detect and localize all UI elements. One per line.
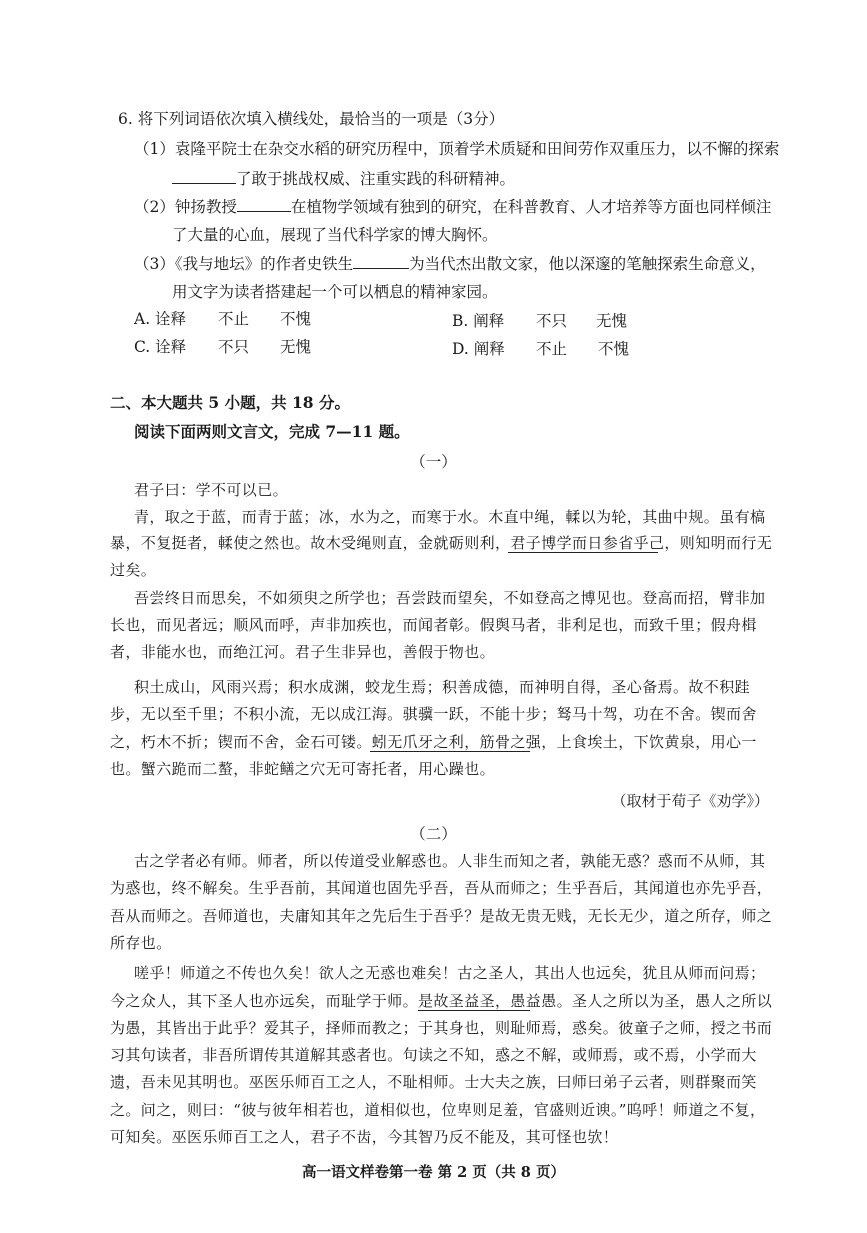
underline-mark	[418, 1010, 530, 1011]
passage2-line: 可知矣。巫医乐师百工之人，君子不齿，今其智乃反不能及，其可怪也欤！	[110, 1128, 619, 1146]
passage1-line: 君子曰：学不可以已。	[134, 481, 289, 499]
answer-blank-2	[237, 197, 291, 212]
passage2-marker: （二）	[410, 825, 457, 843]
passage1-line: 积土成山，风雨兴焉；积水成渊，蛟龙生焉；积善成德，而神明自得，圣心备焉。故不积跬	[134, 678, 751, 696]
option-b[interactable]	[452, 310, 628, 332]
passage2-line: 之。问之，则曰：“彼与彼年相若也，道相似也，位卑则足羞，官盛则近谀。”呜呼！师道之不复，	[110, 1101, 766, 1119]
q6-stem: 6. 将下列词语依次填入横线处，最恰当的一项是（3分）	[118, 110, 505, 128]
passage2-line: 嗟乎！师道之不传也久矣！欲人之无惑也难矣！古之圣人，其出人也远矣，犹且从师而问焉；	[134, 964, 766, 982]
passage1-line: 长也，而见者远；顺风而呼，声非加疾也，而闻者彰。假舆马者，非利足也，而致千里；假舟楫	[110, 616, 757, 634]
passage1-line: 之，朽木不折；锲而不舍，金石可镂。蚓无爪牙之利，筋骨之强，上食埃土，下饮黄泉，用心一	[110, 733, 757, 751]
option-d-label: D. 阐释	[452, 340, 505, 358]
option-a-word3: 不愧	[280, 310, 312, 328]
q6-item2-text-a: （2）钟扬教授	[134, 198, 237, 216]
q6-item3-line1	[134, 253, 766, 275]
option-d-word2: 不止	[536, 340, 568, 358]
passage2-line: 为惑也，终不解矣。生乎吾前，其闻道也固先乎吾，吾从而师之；生乎吾后，其闻道也亦先乎吾，	[110, 879, 773, 897]
answer-blank-1	[172, 169, 236, 184]
passage1-line: 青，取之于蓝，而青于蓝；冰，水为之，而寒于水。木直中绳，輮以为轮，其曲中规。虽有槁	[134, 508, 766, 526]
passage1-line	[110, 532, 772, 554]
passage2-line: 遗，吾未见其明也。巫医乐师百工之人，不耻相师。士大夫之族，曰师曰弟子云者，则群聚而笑	[110, 1073, 757, 1091]
option-c-word2: 不只	[218, 338, 250, 356]
q6-item1-line2	[172, 168, 515, 190]
option-c-word3: 无愧	[280, 338, 312, 356]
passage1-line: 者，非能水也，而绝江河。君子生非异也，善假于物也。	[110, 643, 496, 661]
passage2-line: 吾从而师之。吾师道也，夫庸知其年之先后生于吾乎？是故无贵无贱，无长无少，道之所存，师之	[110, 907, 773, 925]
option-a-label: A. 诠释	[134, 310, 187, 328]
page-footer: 高一语文样卷第一卷 第 2 页（共 8 页）	[302, 1164, 565, 1181]
passage1-marker: （一）	[410, 453, 457, 471]
option-c-label: C. 诠释	[134, 338, 187, 356]
passage1-line: 步，无以至千里；不积小流，无以成江海。骐骥一跃，不能十步；驽马十驾，功在不舍。锲而舍	[110, 705, 757, 723]
option-d[interactable]	[452, 338, 630, 360]
passage2-line: 今之众人，其下圣人也亦远矣，而耻学于师。是故圣益圣，愚益愚。圣人之所以为圣，愚人之所以	[110, 992, 773, 1010]
option-b-label: B. 阐释	[452, 312, 505, 330]
passage1-source: （取材于荀子《劝学》）	[611, 792, 769, 810]
underline-mark	[370, 751, 530, 752]
q6-item3-text-a: （3）《我与地坛》的作者史铁生	[134, 255, 354, 273]
section2-heading: 二、本大题共 5 小题，共 18 分。	[110, 393, 350, 412]
passage2-line: 古之学者必有师。师者，所以传道受业解惑也。人非生而知之者，孰能无惑？惑而不从师，其	[134, 852, 766, 870]
passage1-line: 吾尝终日而思矣，不如须臾之所学也；吾尝跂而望矣，不如登高之博见也。登高而招，臂非加	[134, 589, 766, 607]
passage1-line-text: 暴，不复挺者，輮使之然也。故木受绳则直，金就砺则利，君子博学而日参省乎己，则知明而行无	[110, 534, 773, 552]
passage1-line: 也。蟹六跪而二螯，非蛇鳝之穴无可寄托者，用心躁也。	[110, 760, 496, 778]
section2-instruction: 阅读下面两则文言文，完成 7—11 题。	[134, 422, 410, 441]
q6-item2-text-b: 在植物学领域有独到的研究，在科普教育、人才培养等方面也同样倾注	[290, 198, 772, 216]
q6-item2-line2: 了大量的心血，展现了当代科学家的博大胸怀。	[172, 226, 498, 244]
option-a[interactable]	[134, 308, 312, 330]
option-a-word2: 不止	[218, 310, 250, 328]
option-c[interactable]	[134, 336, 312, 358]
option-b-word2: 不只	[536, 312, 568, 330]
option-d-word3: 不愧	[598, 340, 630, 358]
passage2-line: 所存也。	[110, 934, 172, 952]
passage2-line: 习其句读者，非吾所谓传其道解其惑者也。句读之不知，惑之不解，或师焉，或不焉，小学而大	[110, 1046, 757, 1064]
q6-item1-line2-text: 了敢于挑战权威、注重实践的科研精神。	[236, 170, 516, 188]
answer-blank-3	[353, 254, 409, 269]
q6-item1-line1: （1）袁隆平院士在杂交水稻的研究历程中，顶着学术质疑和田间劳作双重压力，以不懈的探索	[134, 140, 780, 158]
option-b-word3: 无愧	[596, 312, 628, 330]
q6-item2-line1	[134, 196, 771, 218]
q6-item3-line2: 用文字为读者搭建起一个可以栖息的精神家园。	[172, 283, 498, 301]
passage2-line: 为愚，其皆出于此乎？爱其子，择师而教之；于其身也，则耻师焉，惑矣。彼童子之师，授之书而	[110, 1019, 773, 1037]
underline-mark	[508, 552, 658, 553]
q6-item3-text-b: 为当代杰出散文家，他以深邃的笔触探索生命意义，	[409, 255, 766, 273]
passage1-line: 过矣。	[110, 561, 157, 579]
